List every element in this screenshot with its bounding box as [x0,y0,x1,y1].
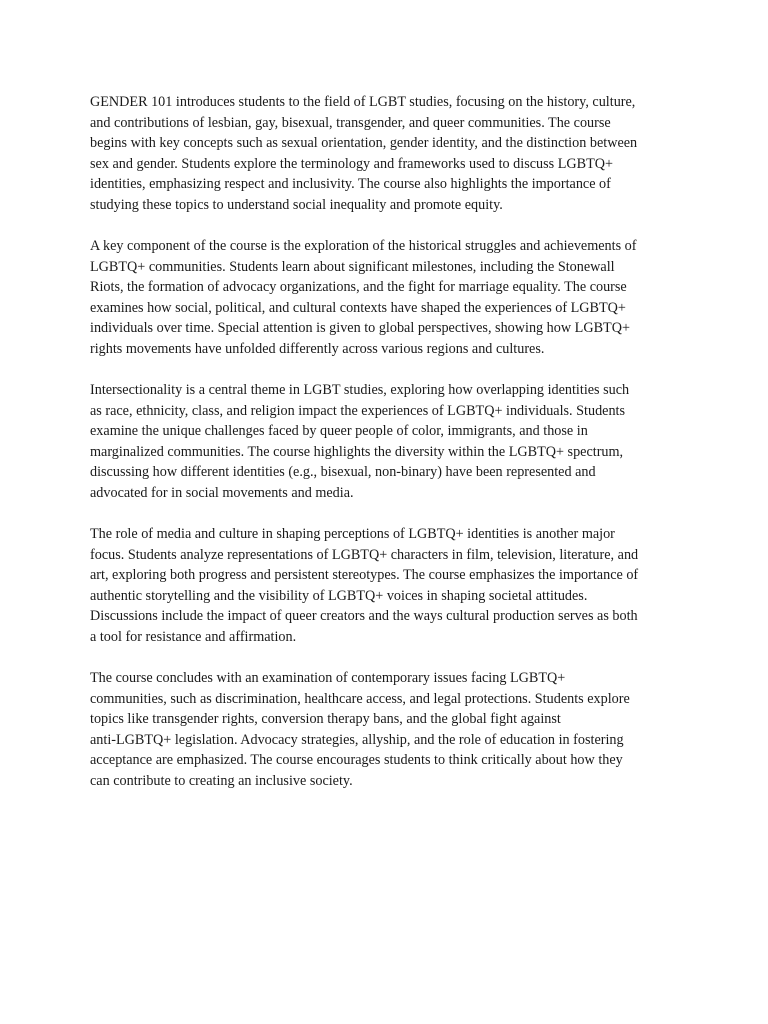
text-line: A key component of the course is the exploration of the historical struggles and achievements of [90,238,637,254]
paragraph-intersectionality [90,380,680,503]
text-line: communities, such as discrimination, healthcare access, and legal protections. Students explore [90,690,630,707]
text-line: Discussions include the impact of queer creators and the ways cultural production serves as both [90,608,638,624]
text-line: begins with key concepts such as sexual orientation, gender identity, and the distinction between [90,135,638,151]
text-line: discussing how different identities (e.g., bisexual, non-binary) have been represented and [90,464,596,480]
text-line: Intersectionality is a central theme in LGBT studies, exploring how overlapping identities such [90,382,630,398]
text-line: and contributions of lesbian, gay, bisexual, transgender, and queer communities. The course [90,114,611,131]
text-line: topics like transgender rights, conversion therapy bans, and the global fight against [90,711,561,727]
text-line: LGBTQ+ communities. Students learn about significant milestones, including the Stonewall [90,258,615,275]
text-line: a tool for resistance and affirmation. [90,628,297,645]
text-line: studying these topics to understand social inequality and promote equity. [90,196,503,213]
text-line: Riots, the formation of advocacy organizations, and the fight for marriage equality. The course [90,279,627,295]
text-line: marginalized communities. The course highlights the diversity within the LGBTQ+ spectrum, [90,443,624,460]
text-line: authentic storytelling and the visibility of LGBTQ+ voices in shaping societal attitudes. [90,587,588,604]
text-line: as race, ethnicity, class, and religion impact the experiences of LGBTQ+ individuals. Students [90,402,626,419]
text-line: individuals over time. Special attention is given to global perspectives, showing how LGBTQ+ [90,320,630,336]
paragraph-media-culture [90,524,680,647]
text-line: rights movements have unfolded differently across various regions and cultures. [90,340,545,357]
text-line: GENDER 101 introduces students to the field of LGBT studies, focusing on the history, culture, [90,94,636,110]
paragraph-history [90,236,680,359]
text-line: examine the unique challenges faced by queer people of color, immigrants, and those in [90,423,588,439]
text-line: art, exploring both progress and persistent stereotypes. The course emphasizes the importance of [90,567,639,583]
text-line: acceptance are emphasized. The course encourages students to think critically about how they [90,752,623,768]
text-line: sex and gender. Students explore the terminology and frameworks used to discuss LGBTQ+ [90,155,613,172]
document-body [90,92,680,812]
paragraph-contemporary-issues [90,668,680,791]
text-line: identities, emphasizing respect and inclusivity. The course also highlights the importance of [90,176,611,192]
text-line: anti-LGBTQ+ legislation. Advocacy strategies, allyship, and the role of education in fostering [90,731,624,748]
text-line: The course concludes with an examination of contemporary issues facing LGBTQ+ [90,670,566,686]
text-line: The role of media and culture in shaping perceptions of LGBTQ+ identities is another major [90,526,615,542]
text-line: advocated for in social movements and media. [90,484,354,501]
text-line: focus. Students analyze representations of LGBTQ+ characters in film, television, literature, and [90,546,639,563]
text-line: examines how social, political, and cultural contexts have shaped the experiences of LGBTQ+ [90,299,626,316]
text-line: can contribute to creating an inclusive society. [90,772,353,789]
paragraph-course-intro [90,92,680,215]
